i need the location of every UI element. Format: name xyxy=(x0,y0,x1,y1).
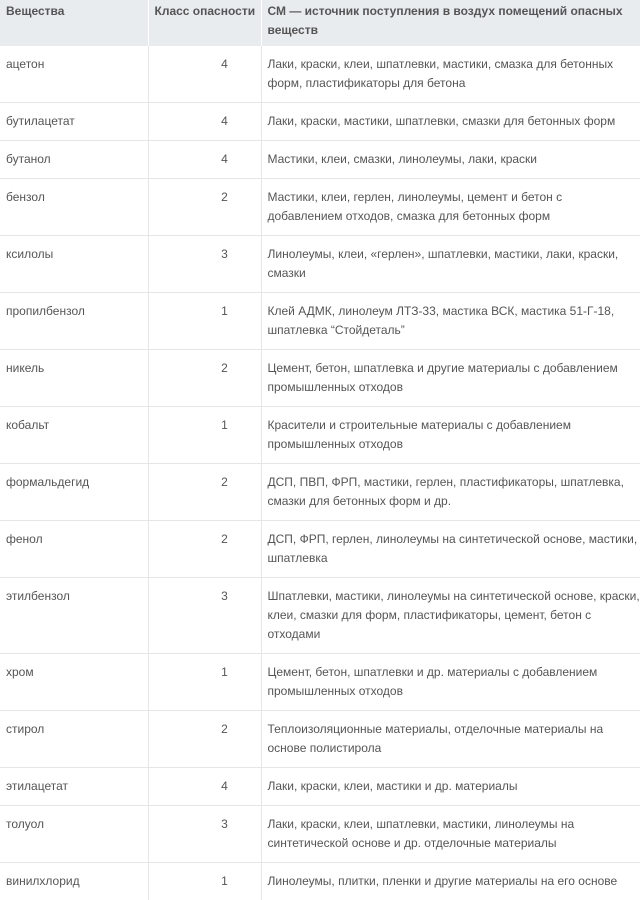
table-row xyxy=(0,293,640,350)
cell-hazard-class: 4 xyxy=(148,103,261,141)
table-header xyxy=(0,0,640,46)
cell-source: ДСП, ПВП, ФРП, мастики, герлен, пластификаторы, шпатлевка, смазки для бетонных форм и др. xyxy=(261,464,640,521)
cell-substance: бутилацетат xyxy=(0,103,148,141)
cell-substance: бензол xyxy=(0,179,148,236)
table-row xyxy=(0,407,640,464)
header-source: СМ — источник поступления в воздух помещений опасных веществ xyxy=(261,0,640,46)
cell-hazard-class: 4 xyxy=(148,141,261,179)
cell-hazard-class: 1 xyxy=(148,863,261,900)
table-row xyxy=(0,350,640,407)
cell-source: Красители и строительные материалы с добавлением промышленных отходов xyxy=(261,407,640,464)
header-hazard-class: Класс опасности xyxy=(148,0,261,46)
table-row xyxy=(0,863,640,900)
cell-hazard-class: 3 xyxy=(148,236,261,293)
table-row xyxy=(0,578,640,654)
cell-source: Лаки, краски, клеи, шпатлевки, мастики, линолеумы на синтетической основе и др. отделочные материалы xyxy=(261,806,640,863)
table-body xyxy=(0,46,640,900)
cell-source: Мастики, клеи, герлен, линолеумы, цемент и бетон с добавлением отходов, смазка для бетонных форм xyxy=(261,179,640,236)
cell-source: Лаки, краски, мастики, шпатлевки, смазки для бетонных форм xyxy=(261,103,640,141)
cell-source: Линолеумы, плитки, пленки и другие материалы на его основе xyxy=(261,863,640,900)
cell-hazard-class: 3 xyxy=(148,578,261,654)
header-substance: Вещества xyxy=(0,0,148,46)
cell-hazard-class: 4 xyxy=(148,46,261,103)
cell-substance: хром xyxy=(0,654,148,711)
cell-substance: кобальт xyxy=(0,407,148,464)
cell-substance: толуол xyxy=(0,806,148,863)
cell-substance: фенол xyxy=(0,521,148,578)
cell-substance: винилхлорид xyxy=(0,863,148,900)
cell-hazard-class: 2 xyxy=(148,521,261,578)
header-row xyxy=(0,0,640,46)
cell-hazard-class: 2 xyxy=(148,179,261,236)
table-row xyxy=(0,768,640,806)
table-row xyxy=(0,711,640,768)
cell-substance: никель xyxy=(0,350,148,407)
cell-hazard-class: 1 xyxy=(148,654,261,711)
cell-substance: этилацетат xyxy=(0,768,148,806)
cell-hazard-class: 3 xyxy=(148,806,261,863)
cell-substance: стирол xyxy=(0,711,148,768)
cell-hazard-class: 2 xyxy=(148,350,261,407)
table-row xyxy=(0,179,640,236)
cell-source: Клей АДМК, линолеум ЛТЗ-33, мастика ВСК, мастика 51-Г-18, шпатлевка “Стойдеталь” xyxy=(261,293,640,350)
cell-substance: этилбензол xyxy=(0,578,148,654)
cell-substance: бутанол xyxy=(0,141,148,179)
cell-source: Цемент, бетон, шпатлевки и др. материалы с добавлением промышленных отходов xyxy=(261,654,640,711)
cell-substance: пропилбензол xyxy=(0,293,148,350)
cell-source: Теплоизоляционные материалы, отделочные материалы на основе полистирола xyxy=(261,711,640,768)
cell-substance: ацетон xyxy=(0,46,148,103)
table-row xyxy=(0,236,640,293)
cell-source: Шпатлевки, мастики, линолеумы на синтетической основе, краски, клеи, смазки для форм, пластификаторы, цемент, бетон с отходами xyxy=(261,578,640,654)
table-row xyxy=(0,654,640,711)
cell-source: Лаки, краски, клеи, шпатлевки, мастики, смазка для бетонных форм, пластификаторы для бетона xyxy=(261,46,640,103)
cell-substance: формальдегид xyxy=(0,464,148,521)
table-row xyxy=(0,103,640,141)
cell-source: ДСП, ФРП, герлен, линолеумы на синтетической основе, мастики, шпатлевка xyxy=(261,521,640,578)
table-row xyxy=(0,806,640,863)
cell-hazard-class: 4 xyxy=(148,768,261,806)
table-row xyxy=(0,46,640,103)
table-row xyxy=(0,464,640,521)
table-row xyxy=(0,521,640,578)
cell-source: Линолеумы, клеи, «герлен», шпатлевки, мастики, лаки, краски, смазки xyxy=(261,236,640,293)
cell-hazard-class: 2 xyxy=(148,711,261,768)
cell-source: Цемент, бетон, шпатлевка и другие материалы с добавлением промышленных отходов xyxy=(261,350,640,407)
cell-hazard-class: 2 xyxy=(148,464,261,521)
cell-source: Мастики, клеи, смазки, линолеумы, лаки, краски xyxy=(261,141,640,179)
cell-source: Лаки, краски, клеи, мастики и др. материалы xyxy=(261,768,640,806)
cell-hazard-class: 1 xyxy=(148,407,261,464)
cell-substance: ксилолы xyxy=(0,236,148,293)
cell-hazard-class: 1 xyxy=(148,293,261,350)
table-row xyxy=(0,141,640,179)
